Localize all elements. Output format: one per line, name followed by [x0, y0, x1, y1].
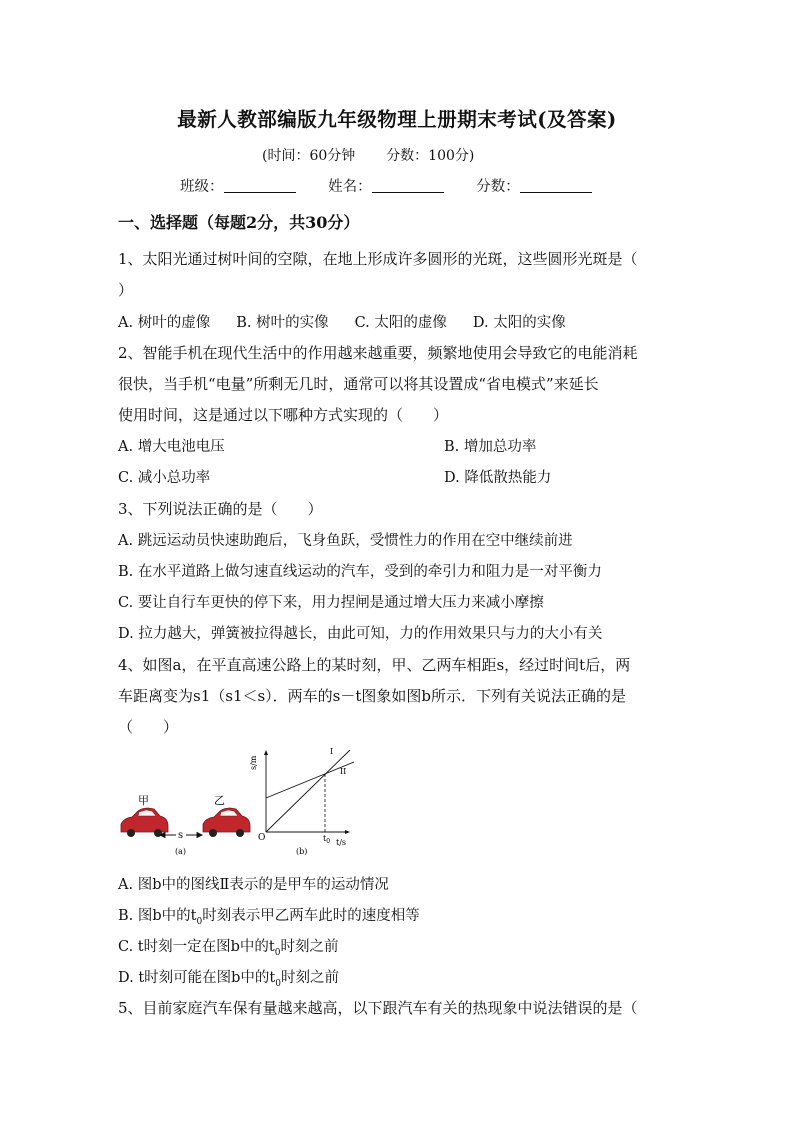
q4-option-b: B. 图b中的$t_0$时刻表示甲乙两车此时的速度相等: [118, 908, 420, 927]
student-info: [180, 175, 620, 196]
st-graph: [264, 750, 354, 834]
caption-b: (b): [296, 847, 308, 856]
q2-option-b: B. 增加总功率: [444, 439, 537, 455]
q2-line3: 使用时间，这是通过以下哪种方式实现的（ ）: [118, 406, 449, 424]
q4-option-c: C. t时刻一定在图b中的$t_0$时刻之前: [118, 939, 339, 958]
name-blank[interactable]: [372, 178, 444, 193]
q4-option-d: D. t时刻可能在图b中的$t_0$时刻之前: [118, 970, 339, 989]
name-field: [328, 175, 444, 196]
score-label: 分数：: [476, 179, 520, 195]
q2-option-a: A. 增大电池电压: [118, 439, 225, 455]
caption-a: (a): [175, 847, 187, 856]
axis-x-label: t/s: [336, 838, 347, 847]
q3-option-b: B. 在水平道路上做匀速直线运动的汽车，受到的牵引力和阻力是一对平衡力: [118, 564, 602, 580]
q3-option-a: A. 跳远运动员快速助跑后，飞身鱼跃，受惯性力的作用在空中继续前进: [118, 533, 573, 549]
q1-option-c: C. 太阳的虚像: [354, 315, 447, 331]
line-i-label: I: [330, 747, 334, 756]
car-yi-icon: [203, 808, 250, 837]
q3-line1: 3、下列说法正确的是（ ）: [118, 500, 323, 518]
class-label: 班级：: [180, 179, 224, 195]
exam-time: (时间：60分钟: [262, 148, 356, 164]
q2-line2: 很快，当手机“电量”所剩无几时，通常可以将其设置成“省电模式”来延长: [118, 375, 599, 393]
q3-option-d: D. 拉力越大，弹簧被拉得越长，由此可知，力的作用效果只与力的大小有关: [118, 626, 603, 642]
q1-line2: ）: [118, 281, 134, 299]
car-jia-label: 甲: [138, 794, 149, 807]
car-yi-label: 乙: [214, 794, 225, 807]
t0-label: $t_0$: [323, 834, 331, 845]
q3-option-c: C. 要让自行车更快的停下来，用力捏闸是通过增大压力来减小摩擦: [118, 595, 544, 611]
q1-option-a: A. 树叶的虚像: [118, 315, 211, 331]
q5-line1: 5、目前家庭汽车保有量越来越高，以下跟汽车有关的热现象中说法错误的是（: [118, 999, 638, 1017]
exam-meta: [262, 145, 474, 165]
q4-option-a: A. 图b中的图线Ⅱ表示的是甲车的运动情况: [118, 877, 389, 893]
score-field: [476, 175, 592, 196]
page-title: 最新人教部编版九年级物理上册期末考试(及答案): [177, 108, 617, 131]
origin-label: O: [258, 833, 266, 843]
exam-score: 分数：100分): [386, 148, 475, 164]
q2-option-c: C. 减小总功率: [118, 470, 211, 486]
q1-option-b: B. 树叶的实像: [236, 315, 329, 331]
q4-line2: 车距离变为s1（s1＜s）．两车的s－t图象如图b所示．下列有关说法正确的是: [118, 687, 627, 705]
car-jia-icon: [121, 808, 168, 837]
line-ii-label: II: [340, 767, 347, 776]
q2-option-d: D. 降低散热能力: [444, 470, 552, 486]
q2-line1: 2、智能手机在现代生活中的作用越来越重要，频繁地使用会导致它的电能消耗: [118, 344, 638, 362]
name-label: 姓名：: [328, 179, 372, 195]
q4-line3: （ ）: [118, 718, 179, 736]
section-title: 一、选择题（每题2分，共30分）: [118, 213, 360, 232]
line-i: [266, 750, 350, 832]
class-blank[interactable]: [224, 178, 296, 193]
q1-options: [118, 311, 592, 332]
q1-line1: 1、太阳光通过树叶间的空隙，在地上形成许多圆形的光斑，这些圆形光斑是（: [118, 250, 638, 268]
q4-line1: 4、如图a，在平直高速公路上的某时刻，甲、乙两车相距s，经过时间t后，两: [118, 656, 631, 674]
score-blank[interactable]: [520, 178, 592, 193]
axis-y-label: s/m: [249, 755, 258, 770]
q4-figure: [118, 742, 368, 862]
class-field: [180, 175, 296, 196]
distance-label: s: [178, 830, 184, 841]
q1-option-d: D. 太阳的实像: [472, 315, 566, 331]
